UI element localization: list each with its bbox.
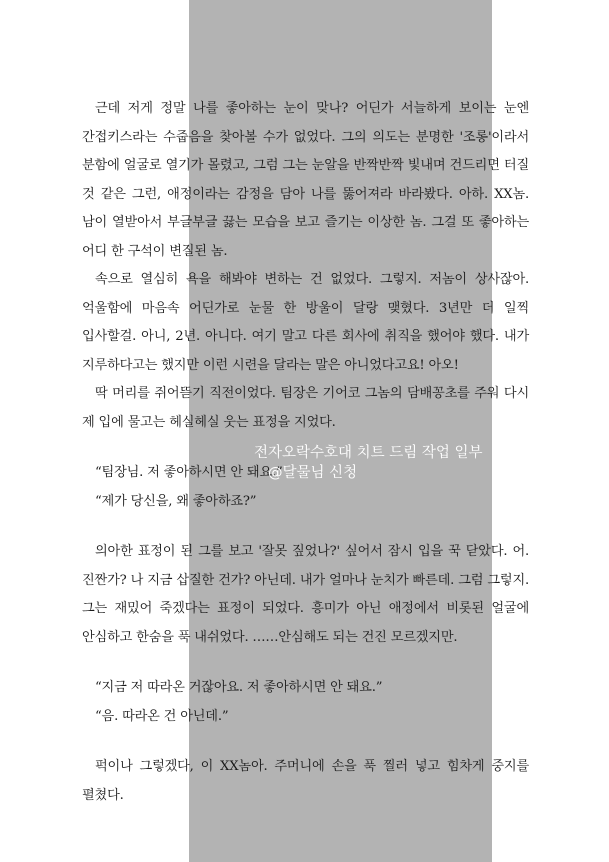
dialog-line-2: “제가 당신을, 왜 좋아하죠?” <box>95 493 257 509</box>
dialog-line-3: “지금 저 따라온 거잖아요. 저 좋아하시면 안 돼요.” <box>95 680 383 695</box>
watermark-line-2: @달물님 신청 <box>268 465 358 481</box>
watermark-caption <box>254 443 483 483</box>
dialog-line-4: “음. 따라온 건 아닌데.” <box>95 708 229 724</box>
spacer <box>82 516 529 538</box>
paragraph-4: 의아한 표정이 된 그를 보고 '잘못 짚었나?' 싶어서 잠시 입을 꾹 닫았다. 어. 진짠가? 나 지금 삽질한 건가? 아닌데. 내가 얼마나 눈치가 빠른데. 그럼 그렇지. 그는 재밌어 죽겠다는 표정이 되었다. 흥미가 아닌 애정에서 비롯된 얼굴에 안심하고 한숨을 푹 내쉬었다. ……안심해도 되는 건진 모르겠지만. <box>82 544 529 645</box>
spacer <box>82 731 529 753</box>
paragraph-1: 근데 저게 정말 나를 좋아하는 눈이 맞나? 어딘가 서늘하게 보이는 눈엔 간접키스라는 수줍음을 찾아볼 수가 없었다. 그의 의도는 분명한 '조롱'이라서 분함에 얼굴로 열기가 몰렸고, 그럼 그는 눈알을 반짝반짝 빛내며 건드리면 터질 것 같은 그런, 애정이라는 감정을 담아 나를 뚫어져라 바라봤다. 아하. XX놈. 남이 열받아서 부글부글 끓는 모습을 보고 즐기는 이상한 놈. 그걸 또 좋아하는 어디 한 구석이 변질된 놈. <box>82 101 529 259</box>
paragraph-3: 딱 머리를 쥐어뜯기 직전이었다. 팀장은 기어코 그놈의 담배꽁초를 주워 다시 제 입에 물고는 헤실헤실 웃는 표정을 지었다. <box>82 386 529 430</box>
spacer <box>82 652 529 674</box>
watermark-line-1: 전자오락수호대 치트 드림 작업 일부 <box>254 445 483 461</box>
dialog-line-1: “팀장님. 저 좋아하시면 안 돼요.” <box>95 465 283 480</box>
paragraph-2: 속으로 열심히 욕을 해봐야 변하는 건 없었다. 그렇지. 저놈이 상사잖아. 억울함에 마음속 어딘가로 눈물 한 방울이 달랑 맺혔다. 3년만 더 일찍 입사할걸. 아니, 2년. 아니다. 여기 말고 다른 회사에 취직을 했어야 했다. 내가 지루하다고는 했지만 이런 시련을 달라는 말은 아니었다고요! 아오! <box>82 272 529 373</box>
paragraph-5: 퍽이나 그렇겠다, 이 XX놈아. 주머니에 손을 푹 찔러 넣고 힘차게 중지를 펼쳤다. <box>82 759 529 803</box>
